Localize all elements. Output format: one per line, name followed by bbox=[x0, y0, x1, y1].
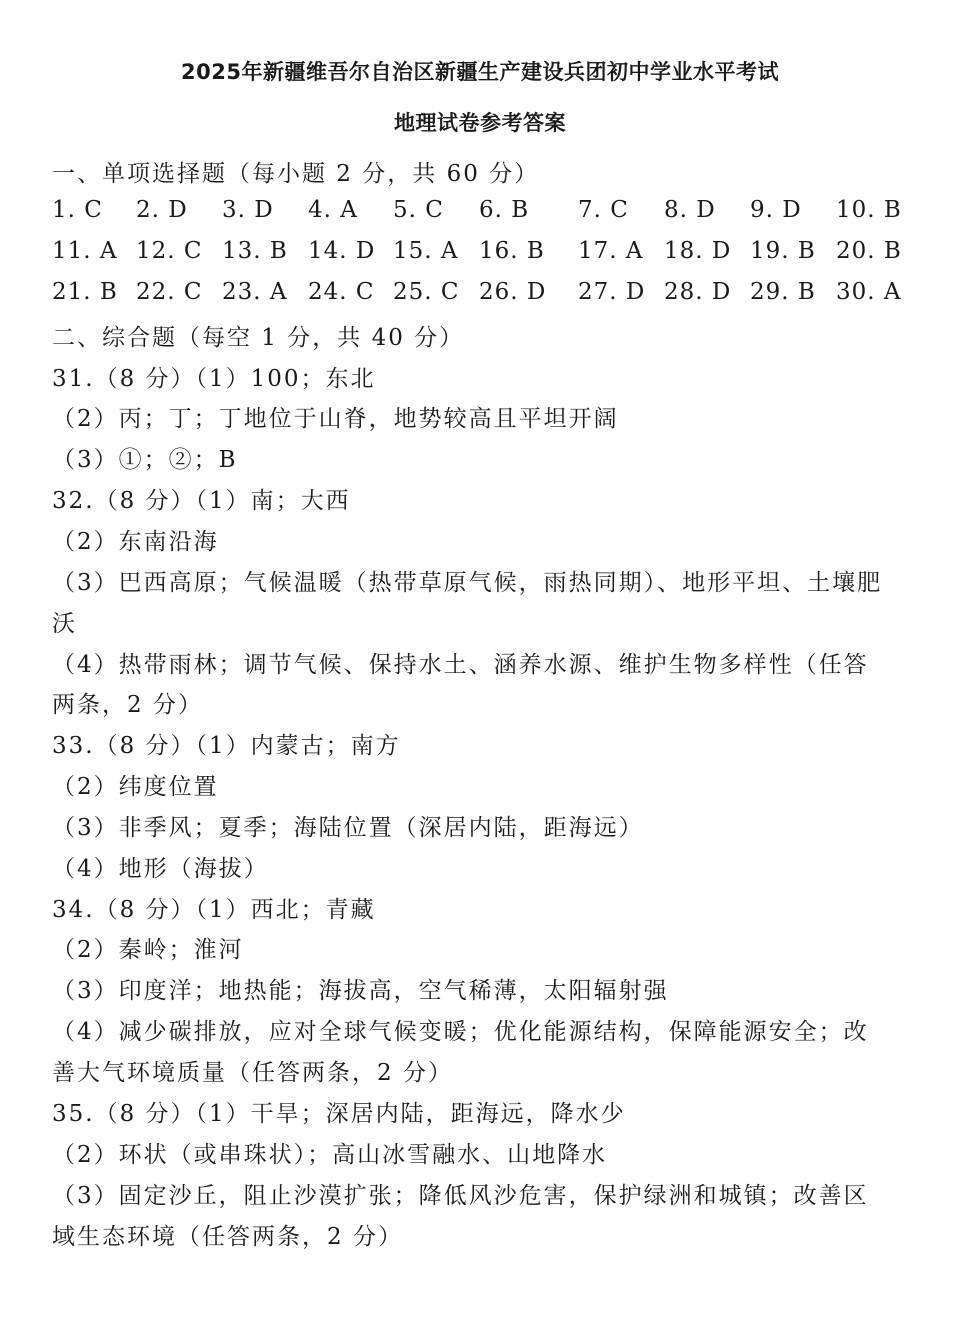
answer-item: 12. C bbox=[136, 238, 203, 264]
answer-line: 两条，2 分） bbox=[52, 692, 203, 718]
answer-item: 13. B bbox=[222, 238, 288, 264]
answer-line: （2）环状（或串珠状）；高山冰雪融水、山地降水 bbox=[52, 1142, 608, 1168]
answer-item: 29. B bbox=[750, 279, 816, 305]
answer-item: 20. B bbox=[836, 238, 902, 264]
section-1-heading: 一、单项选择题（每小题 2 分，共 60 分） bbox=[52, 161, 540, 187]
document-subtitle: 地理试卷参考答案 bbox=[394, 111, 566, 135]
answer-item: 3. D bbox=[222, 197, 274, 223]
answer-line: （3）非季风；夏季；海陆位置（深居内陆，距海远） bbox=[52, 815, 644, 841]
answer-line: （3）巴西高原；气候温暖（热带草原气候，雨热同期）、地形平坦、土壤肥 bbox=[52, 570, 883, 596]
answer-item: 30. A bbox=[836, 279, 902, 305]
answer-item: 11. A bbox=[52, 238, 118, 264]
answer-line: 沃 bbox=[52, 611, 77, 637]
answer-item: 27. D bbox=[578, 279, 646, 305]
answer-line: （2）丙；丁；丁地位于山脊，地势较高且平坦开阔 bbox=[52, 406, 619, 432]
answer-line: （3）①；②；B bbox=[52, 447, 238, 473]
answer-item: 9. D bbox=[750, 197, 802, 223]
answer-item: 2. D bbox=[136, 197, 188, 223]
answer-line: （4）减少碳排放，应对全球气候变暖；优化能源结构，保障能源安全；改 bbox=[52, 1019, 869, 1045]
section-2-heading: 二、综合题（每空 1 分，共 40 分） bbox=[52, 325, 465, 351]
answer-line: 34.（8 分）（1）西北；青藏 bbox=[52, 897, 376, 923]
answer-line: 31.（8 分）（1）100；东北 bbox=[52, 366, 376, 392]
answer-item: 5. C bbox=[393, 197, 444, 223]
answer-line: （2）纬度位置 bbox=[52, 774, 219, 800]
answer-line: （3）固定沙丘，阻止沙漠扩张；降低风沙危害，保护绿洲和城镇；改善区 bbox=[52, 1183, 869, 1209]
answer-item: 24. C bbox=[308, 279, 375, 305]
answer-item: 22. C bbox=[136, 279, 203, 305]
answer-line: 域生态环境（任答两条，2 分） bbox=[52, 1224, 403, 1250]
answer-item: 28. D bbox=[664, 279, 732, 305]
answer-line: （4）热带雨林；调节气候、保持水土、涵养水源、维护生物多样性（任答 bbox=[52, 652, 869, 678]
answer-line: （2）东南沿海 bbox=[52, 529, 219, 555]
answer-line: （3）印度洋；地热能；海拔高，空气稀薄，太阳辐射强 bbox=[52, 978, 669, 1004]
answer-item: 23. A bbox=[222, 279, 288, 305]
answer-item: 19. B bbox=[750, 238, 816, 264]
answer-line: 35.（8 分）（1）干旱；深居内陆，距海远，降水少 bbox=[52, 1101, 626, 1127]
answer-item: 25. C bbox=[393, 279, 460, 305]
answer-item: 21. B bbox=[52, 279, 118, 305]
answer-item: 18. D bbox=[664, 238, 732, 264]
answer-item: 26. D bbox=[479, 279, 547, 305]
answer-line: 32.（8 分）（1）南；大西 bbox=[52, 488, 351, 514]
answer-line: 33.（8 分）（1）内蒙古；南方 bbox=[52, 733, 401, 759]
answer-item: 17. A bbox=[578, 238, 644, 264]
document-title: 2025年新疆维吾尔自治区新疆生产建设兵团初中学业水平考试 bbox=[181, 60, 779, 84]
answer-item: 10. B bbox=[836, 197, 902, 223]
answer-line: 善大气环境质量（任答两条，2 分） bbox=[52, 1060, 453, 1086]
answer-line: （4）地形（海拔） bbox=[52, 856, 269, 882]
answer-item: 6. B bbox=[479, 197, 530, 223]
answer-item: 4. A bbox=[308, 197, 358, 223]
answer-item: 15. A bbox=[393, 238, 459, 264]
answer-item: 16. B bbox=[479, 238, 545, 264]
answer-item: 7. C bbox=[578, 197, 629, 223]
answer-item: 1. C bbox=[52, 197, 103, 223]
answer-item: 14. D bbox=[308, 238, 376, 264]
answer-line: （2）秦岭；淮河 bbox=[52, 937, 244, 963]
answer-item: 8. D bbox=[664, 197, 716, 223]
